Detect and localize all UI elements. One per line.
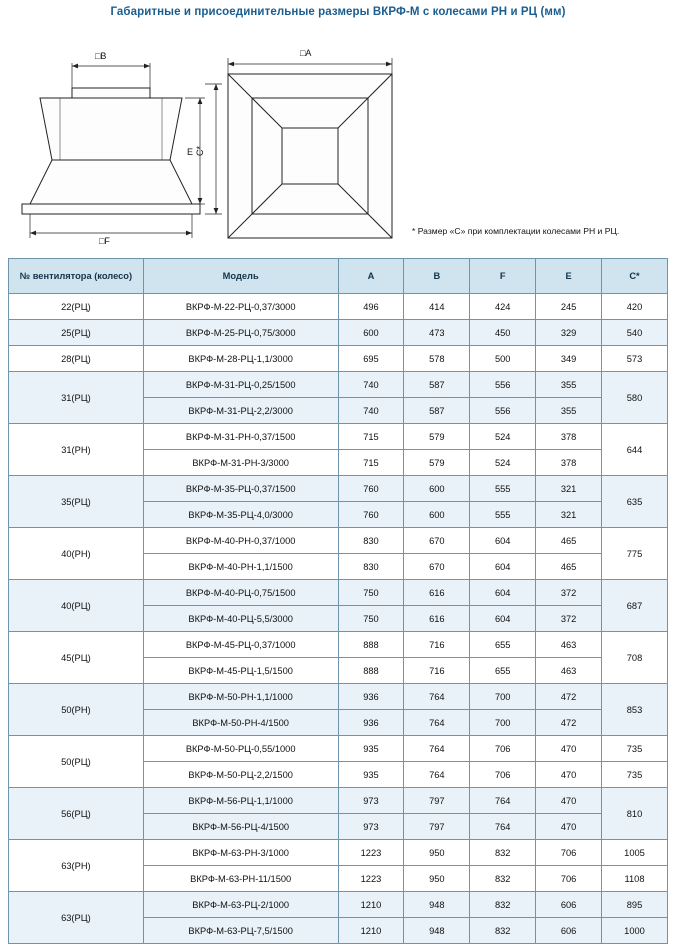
size-c-note: * Размер «С» при комплектации колесами РН и РЦ. <box>412 226 620 236</box>
dim-c-cell: 810 <box>602 788 668 840</box>
dim-e-cell: 465 <box>536 528 602 554</box>
header-fan-number: № вентилятора (колесо) <box>9 259 144 294</box>
dim-e-cell: 321 <box>536 476 602 502</box>
drawings-area <box>0 28 676 253</box>
dim-b-cell: 587 <box>404 398 470 424</box>
model-cell: ВКРФ-М-63-РН-3/1000 <box>143 840 338 866</box>
table-row <box>9 736 668 762</box>
dim-b-cell: 797 <box>404 814 470 840</box>
dim-f-cell: 655 <box>470 632 536 658</box>
model-cell: ВКРФ-М-50-РЦ-0,55/1000 <box>143 736 338 762</box>
dim-b-cell: 579 <box>404 424 470 450</box>
dim-b-cell: 616 <box>404 580 470 606</box>
model-cell: ВКРФ-М-63-РЦ-7,5/1500 <box>143 918 338 944</box>
dim-b-cell: 600 <box>404 476 470 502</box>
model-cell: ВКРФ-М-45-РЦ-1,5/1500 <box>143 658 338 684</box>
model-cell: ВКРФ-М-50-РН-1,1/1000 <box>143 684 338 710</box>
dim-b-cell: 670 <box>404 554 470 580</box>
model-cell: ВКРФ-М-56-РЦ-4/1500 <box>143 814 338 840</box>
model-cell: ВКРФ-М-63-РЦ-2/1000 <box>143 892 338 918</box>
table-row <box>9 294 668 320</box>
header-a: A <box>338 259 404 294</box>
model-cell: ВКРФ-М-40-РЦ-5,5/3000 <box>143 606 338 632</box>
label-a: □A <box>300 48 312 58</box>
table-row <box>9 476 668 502</box>
dim-e-cell: 245 <box>536 294 602 320</box>
model-cell: ВКРФ-М-56-РЦ-1,1/1000 <box>143 788 338 814</box>
header-model: Модель <box>143 259 338 294</box>
model-cell: ВКРФ-М-22-РЦ-0,37/3000 <box>143 294 338 320</box>
dim-e-cell: 706 <box>536 840 602 866</box>
dim-e-cell: 706 <box>536 866 602 892</box>
dim-f-cell: 604 <box>470 606 536 632</box>
dim-e-cell: 470 <box>536 762 602 788</box>
dim-a-cell: 760 <box>338 476 404 502</box>
model-cell: ВКРФ-М-40-РЦ-0,75/1500 <box>143 580 338 606</box>
dim-e-cell: 470 <box>536 736 602 762</box>
dim-e-cell: 472 <box>536 684 602 710</box>
dim-c-cell: 644 <box>602 424 668 476</box>
dim-c-cell: 895 <box>602 892 668 918</box>
dim-b-cell: 764 <box>404 710 470 736</box>
dim-f-cell: 700 <box>470 684 536 710</box>
model-cell: ВКРФ-М-31-РЦ-2,2/3000 <box>143 398 338 424</box>
table-row <box>9 632 668 658</box>
dim-f-cell: 556 <box>470 398 536 424</box>
model-cell: ВКРФ-М-25-РЦ-0,75/3000 <box>143 320 338 346</box>
dim-f-cell: 604 <box>470 580 536 606</box>
dim-b-cell: 950 <box>404 866 470 892</box>
model-cell: ВКРФ-М-50-РЦ-2,2/1500 <box>143 762 338 788</box>
label-f: □F <box>99 236 110 246</box>
dim-b-cell: 716 <box>404 658 470 684</box>
table-row <box>9 788 668 814</box>
dim-c-cell: 635 <box>602 476 668 528</box>
dim-e-cell: 378 <box>536 450 602 476</box>
dim-e-cell: 472 <box>536 710 602 736</box>
dim-e-cell: 470 <box>536 788 602 814</box>
dim-f-cell: 524 <box>470 450 536 476</box>
dim-b-cell: 578 <box>404 346 470 372</box>
dim-a-cell: 740 <box>338 398 404 424</box>
model-cell: ВКРФ-М-35-РЦ-4,0/3000 <box>143 502 338 528</box>
fan-number-cell: 40(РЦ) <box>9 580 144 632</box>
dim-a-cell: 715 <box>338 450 404 476</box>
dim-a-cell: 1223 <box>338 840 404 866</box>
fan-number-cell: 40(РН) <box>9 528 144 580</box>
dim-f-cell: 832 <box>470 866 536 892</box>
dim-e-cell: 329 <box>536 320 602 346</box>
dim-c-cell: 420 <box>602 294 668 320</box>
fan-number-cell: 28(РЦ) <box>9 346 144 372</box>
dim-a-cell: 750 <box>338 606 404 632</box>
dim-f-cell: 706 <box>470 762 536 788</box>
dim-e-cell: 378 <box>536 424 602 450</box>
table-header-row <box>9 259 668 294</box>
table-row <box>9 528 668 554</box>
label-c: C* <box>195 145 205 156</box>
dim-b-cell: 764 <box>404 736 470 762</box>
dimensions-table <box>8 258 668 944</box>
label-e: E <box>187 147 194 157</box>
dim-e-cell: 465 <box>536 554 602 580</box>
dim-e-cell: 355 <box>536 372 602 398</box>
table-row <box>9 346 668 372</box>
dim-e-cell: 349 <box>536 346 602 372</box>
dim-c-cell: 573 <box>602 346 668 372</box>
header-f: F <box>470 259 536 294</box>
model-cell: ВКРФ-М-45-РЦ-0,37/1000 <box>143 632 338 658</box>
dim-f-cell: 500 <box>470 346 536 372</box>
fan-number-cell: 50(РЦ) <box>9 736 144 788</box>
dim-f-cell: 524 <box>470 424 536 450</box>
dim-a-cell: 1210 <box>338 892 404 918</box>
dim-c-cell: 735 <box>602 736 668 762</box>
fan-number-cell: 25(РЦ) <box>9 320 144 346</box>
dim-c-cell: 1108 <box>602 866 668 892</box>
table-row <box>9 424 668 450</box>
table-row <box>9 892 668 918</box>
model-cell: ВКРФ-М-35-РЦ-0,37/1500 <box>143 476 338 502</box>
dim-c-cell: 708 <box>602 632 668 684</box>
dim-a-cell: 973 <box>338 814 404 840</box>
dim-b-cell: 600 <box>404 502 470 528</box>
table-row <box>9 372 668 398</box>
dim-a-cell: 936 <box>338 710 404 736</box>
model-cell: ВКРФ-М-50-РН-4/1500 <box>143 710 338 736</box>
dim-f-cell: 424 <box>470 294 536 320</box>
dim-b-cell: 764 <box>404 684 470 710</box>
dim-f-cell: 604 <box>470 554 536 580</box>
fan-number-cell: 63(РЦ) <box>9 892 144 944</box>
dim-f-cell: 655 <box>470 658 536 684</box>
label-b: □B <box>95 51 107 61</box>
fan-number-cell: 56(РЦ) <box>9 788 144 840</box>
dim-e-cell: 606 <box>536 918 602 944</box>
dim-c-cell: 1005 <box>602 840 668 866</box>
table-row <box>9 320 668 346</box>
dim-c-cell: 540 <box>602 320 668 346</box>
dim-f-cell: 706 <box>470 736 536 762</box>
fan-number-cell: 45(РЦ) <box>9 632 144 684</box>
table-body <box>9 294 668 944</box>
dim-e-cell: 372 <box>536 580 602 606</box>
dim-c-cell: 735 <box>602 762 668 788</box>
header-b: B <box>404 259 470 294</box>
dim-a-cell: 888 <box>338 632 404 658</box>
page-title: Габаритные и присоединительные размеры ВКРФ-М с колесами РН и РЦ (мм) <box>110 6 566 18</box>
model-cell: ВКРФ-М-31-РН-0,37/1500 <box>143 424 338 450</box>
dim-b-cell: 616 <box>404 606 470 632</box>
dim-a-cell: 935 <box>338 762 404 788</box>
dim-a-cell: 760 <box>338 502 404 528</box>
dim-e-cell: 463 <box>536 632 602 658</box>
dim-e-cell: 463 <box>536 658 602 684</box>
dim-b-cell: 948 <box>404 892 470 918</box>
dim-a-cell: 750 <box>338 580 404 606</box>
dim-a-cell: 695 <box>338 346 404 372</box>
model-cell: ВКРФ-М-40-РН-0,37/1000 <box>143 528 338 554</box>
dim-b-cell: 587 <box>404 372 470 398</box>
model-cell: ВКРФ-М-31-РЦ-0,25/1500 <box>143 372 338 398</box>
dim-a-cell: 973 <box>338 788 404 814</box>
dim-b-cell: 473 <box>404 320 470 346</box>
header-e: E <box>536 259 602 294</box>
dim-a-cell: 830 <box>338 528 404 554</box>
header-c: C* <box>602 259 668 294</box>
dim-e-cell: 321 <box>536 502 602 528</box>
dimension-drawings-svg <box>0 28 676 253</box>
dim-b-cell: 670 <box>404 528 470 554</box>
dim-f-cell: 832 <box>470 840 536 866</box>
fan-number-cell: 31(РЦ) <box>9 372 144 424</box>
dim-b-cell: 716 <box>404 632 470 658</box>
dim-c-cell: 853 <box>602 684 668 736</box>
dim-a-cell: 830 <box>338 554 404 580</box>
dim-c-cell: 580 <box>602 372 668 424</box>
dim-b-cell: 764 <box>404 762 470 788</box>
table-row <box>9 580 668 606</box>
dim-a-cell: 888 <box>338 658 404 684</box>
dim-a-cell: 935 <box>338 736 404 762</box>
dim-a-cell: 496 <box>338 294 404 320</box>
dim-f-cell: 555 <box>470 476 536 502</box>
dim-f-cell: 604 <box>470 528 536 554</box>
dim-a-cell: 600 <box>338 320 404 346</box>
fan-number-cell: 22(РЦ) <box>9 294 144 320</box>
dim-f-cell: 764 <box>470 788 536 814</box>
dim-c-cell: 687 <box>602 580 668 632</box>
dim-a-cell: 936 <box>338 684 404 710</box>
fan-number-cell: 35(РЦ) <box>9 476 144 528</box>
dim-a-cell: 740 <box>338 372 404 398</box>
model-cell: ВКРФ-М-63-РН-11/1500 <box>143 866 338 892</box>
dim-e-cell: 470 <box>536 814 602 840</box>
dim-a-cell: 715 <box>338 424 404 450</box>
fan-number-cell: 50(РН) <box>9 684 144 736</box>
dim-f-cell: 764 <box>470 814 536 840</box>
dim-b-cell: 948 <box>404 918 470 944</box>
dim-b-cell: 579 <box>404 450 470 476</box>
table-row <box>9 684 668 710</box>
fan-number-cell: 31(РН) <box>9 424 144 476</box>
dim-f-cell: 700 <box>470 710 536 736</box>
dim-b-cell: 950 <box>404 840 470 866</box>
dim-e-cell: 606 <box>536 892 602 918</box>
dim-e-cell: 372 <box>536 606 602 632</box>
table-row <box>9 840 668 866</box>
dim-a-cell: 1223 <box>338 866 404 892</box>
dim-f-cell: 450 <box>470 320 536 346</box>
model-cell: ВКРФ-М-31-РН-3/3000 <box>143 450 338 476</box>
fan-number-cell: 63(РН) <box>9 840 144 892</box>
dim-f-cell: 556 <box>470 372 536 398</box>
dim-e-cell: 355 <box>536 398 602 424</box>
dim-f-cell: 832 <box>470 892 536 918</box>
dim-f-cell: 832 <box>470 918 536 944</box>
dim-f-cell: 555 <box>470 502 536 528</box>
model-cell: ВКРФ-М-40-РН-1,1/1500 <box>143 554 338 580</box>
dim-a-cell: 1210 <box>338 918 404 944</box>
model-cell: ВКРФ-М-28-РЦ-1,1/3000 <box>143 346 338 372</box>
dim-c-cell: 1000 <box>602 918 668 944</box>
dim-c-cell: 775 <box>602 528 668 580</box>
dim-b-cell: 414 <box>404 294 470 320</box>
dim-b-cell: 797 <box>404 788 470 814</box>
